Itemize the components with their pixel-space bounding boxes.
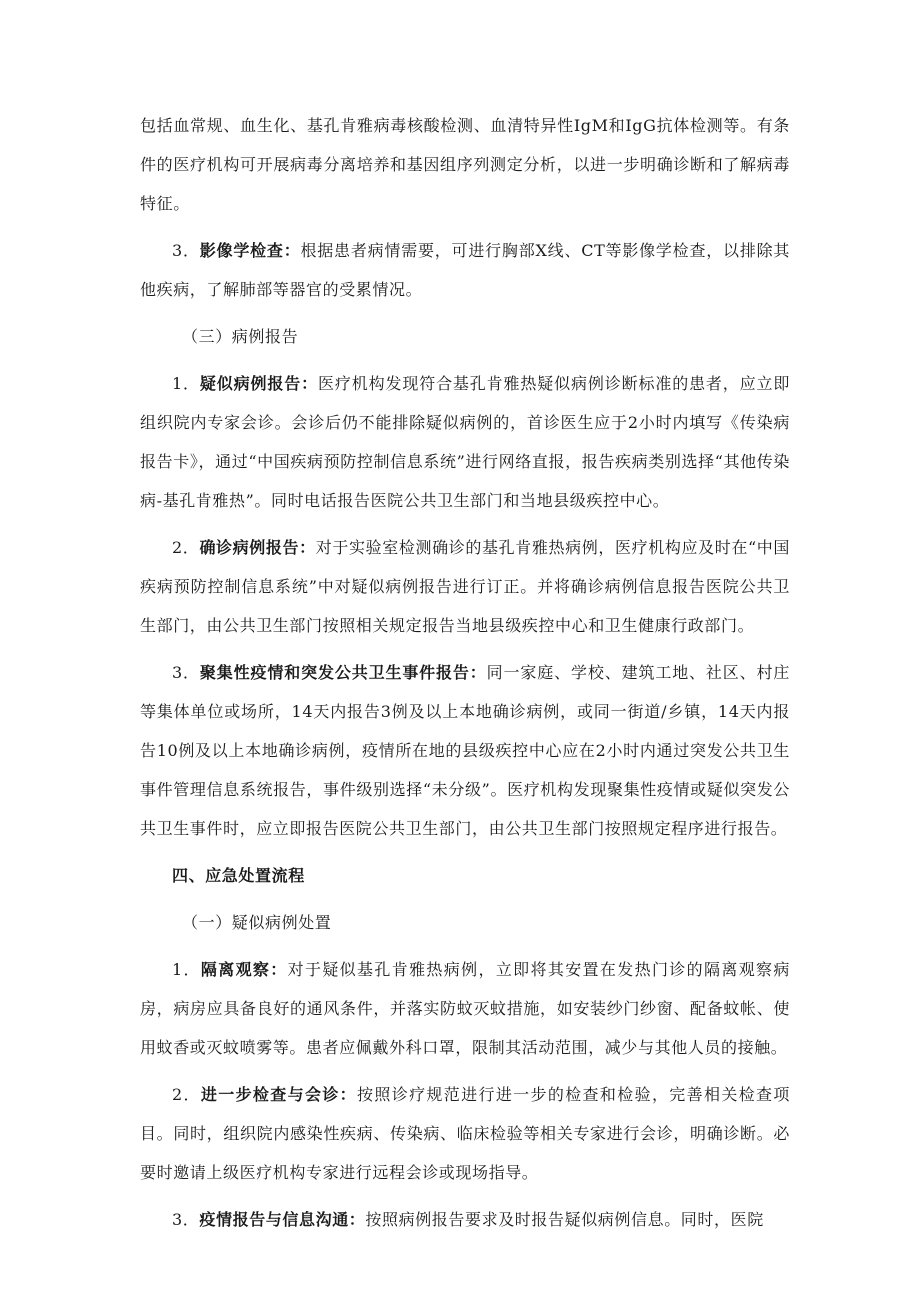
paragraph-text: 医疗机构发现符合基孔肯雅热疑似病例诊断标准的患者，应立即组织院内专家会诊。会诊后仍不能排除疑似病例的，首诊医生应于2小时内填写《传染病报告卡》，通过“中国疾病预防控制信息系统”进行网络直报，报告疾病类别选择“其他传染病-基孔肯雅热”。同时电话报告医院公共卫生部门和当地县级疾控中心。 [140, 374, 790, 510]
paragraph-text: 包括血常规、血生化、基孔肯雅病毒核酸检测、血清特异性IgM和IgG抗体检测等。有条件的医疗机构可开展病毒分离培养和基因组序列测定分析，以进一步明确诊断和了解病毒特征。 [140, 116, 790, 213]
item-title: 确诊病例报告： [199, 538, 316, 557]
item-number: 3． [172, 241, 200, 260]
paragraph-imaging [140, 231, 790, 309]
item-number: 3． [172, 1210, 200, 1229]
paragraph-text: 对于疑似基孔肯雅热病例，立即将其安置在发热门诊的隔离观察病房，病房应具备良好的通风条件，并落实防蚊灭蚊措施，如安装纱门纱窗、配备蚊帐、使用蚊香或灭蚊喷雾等。患者应佩戴外科口罩，限制其活动范围，减少与其他人员的接触。 [140, 960, 790, 1057]
paragraph-text: 对于实验室检测确诊的基孔肯雅热病例，医疗机构应及时在“中国疾病预防控制信息系统”中对疑似病例报告进行订正。并将确诊病例信息报告医院公共卫生部门，由公共卫生部门按照相关规定报告当地县级疾控中心和卫生健康行政部门。 [140, 538, 790, 635]
item-title: 聚集性疫情和突发公共卫生事件报告： [199, 663, 487, 682]
paragraph-suspected-report [140, 364, 790, 520]
paragraph-lab-tests [140, 106, 790, 223]
item-title: 隔离观察： [200, 960, 288, 979]
paragraph-text: 按照诊疗规范进行进一步的检查和检验，完善相关检查项目。同时，组织院内感染性疾病、传染病、临床检验等相关专家进行会诊，明确诊断。必要时邀请上级医疗机构专家进行远程会诊或现场指导。 [140, 1085, 790, 1182]
item-title: 疫情报告与信息沟通： [199, 1210, 366, 1229]
item-number: 3． [172, 663, 200, 682]
item-number: 1． [172, 374, 200, 393]
item-title: 影像学检查： [199, 241, 301, 260]
paragraph-text: 根据患者病情需要，可进行胸部X线、CT等影像学检查，以排除其他疾病，了解肺部等器官的受累情况。 [140, 241, 790, 299]
paragraph-text: 按照病例报告要求及时报告疑似病例信息。同时，医院 [365, 1210, 764, 1229]
paragraph-confirmed-report [140, 528, 790, 645]
paragraph-info-communication [140, 1200, 790, 1239]
paragraph-cluster-report [140, 653, 790, 848]
item-number: 1． [172, 960, 201, 979]
item-title: 进一步检查与会诊： [200, 1085, 358, 1104]
document-body [140, 106, 790, 1247]
item-title: 疑似病例报告： [199, 374, 318, 393]
item-number: 2． [172, 1085, 201, 1104]
subheading-suspected-handling: （一）疑似病例处置 [182, 913, 332, 932]
section-heading-emergency-process: 四、应急处置流程 [172, 866, 305, 885]
paragraph-further-exam [140, 1075, 790, 1192]
subheading-case-report: （三）病例报告 [182, 327, 299, 346]
paragraph-isolation [140, 950, 790, 1067]
paragraph-text: 同一家庭、学校、建筑工地、社区、村庄等集体单位或场所，14天内报告3例及以上本地确诊病例，或同一街道/乡镇，14天内报告10例及以上本地确诊病例，疫情所在地的县级疾控中心应在2小时内通过突发公共卫生事件管理信息系统报告，事件级别选择“未分级”。医疗机构发现聚集性疫情或疑似突发公共卫生事件时，应立即报告医院公共卫生部门，由公共卫生部门按照规定程序进行报告。 [140, 663, 790, 838]
item-number: 2． [172, 538, 200, 557]
